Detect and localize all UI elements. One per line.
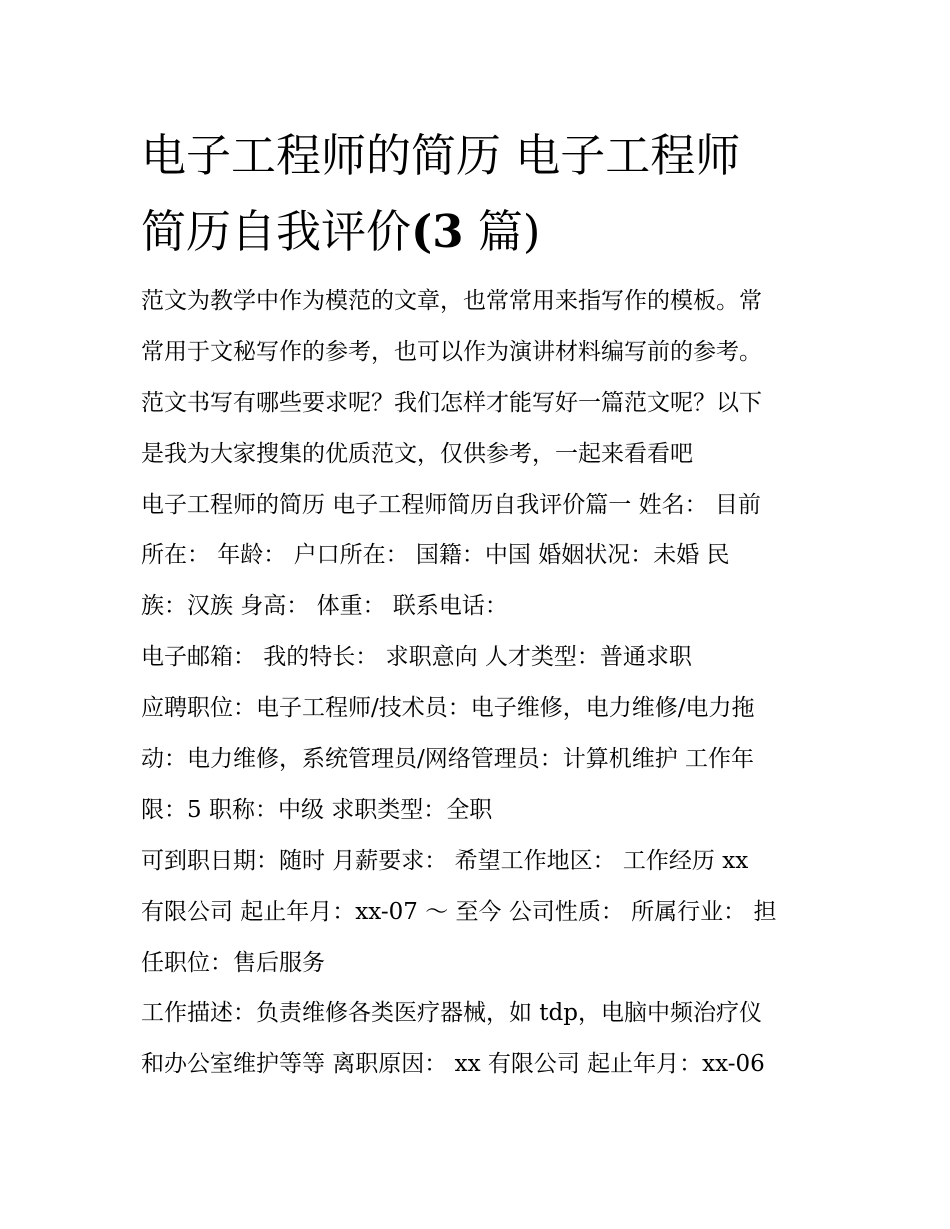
text-line: 可到职日期：随时 月薪要求： 希望工作地区： 工作经历 xx: [141, 847, 749, 874]
text-line: 应聘职位：电子工程师/技术员：电子维修，电力维修/电力拖: [141, 695, 755, 722]
text-line: 范文书写有哪些要求呢？我们怎样才能写好一篇范文呢？以下: [141, 389, 762, 416]
text-line: 族：汉族 身高： 体重： 联系电话：: [141, 593, 508, 620]
text-line: 是我为大家搜集的优质范文，仅供参考，一起来看看吧: [141, 440, 693, 467]
text-line: 工作描述：负责维修各类医疗器械，如 tdp，电脑中频治疗仪: [141, 1000, 762, 1027]
text-line: 动：电力维修，系统管理员/网络管理员：计算机维护 工作年: [141, 746, 755, 773]
text-line: 所在： 年龄： 户口所在： 国籍：中国 婚姻状况：未婚 民: [141, 542, 730, 569]
title-text: 简历自我评价: [141, 205, 412, 258]
text-line: 和办公室维护等等 离职原因： xx 有限公司 起止年月：xx-06: [141, 1051, 765, 1078]
title-count: (3: [411, 205, 464, 258]
text-line: 电子工程师的简历 电子工程师简历自我评价篇一 姓名： 目前: [141, 491, 761, 518]
text-line: 有限公司 起止年月：xx-07 ～ 至今 公司性质： 所属行业： 担: [141, 898, 777, 925]
title-line: 电子工程师的简历 电子工程师: [141, 129, 741, 182]
text-line: 电子邮箱： 我的特长： 求职意向 人才类型：普通求职: [141, 644, 692, 671]
title-text: 篇): [463, 205, 541, 258]
text-line: 任职位：售后服务: [141, 949, 325, 976]
text-line: 常用于文秘写作的参考，也可以作为演讲材料编写前的参考。: [141, 338, 762, 365]
text-line: 限：5 职称：中级 求职类型：全职: [141, 796, 493, 823]
document-title: [141, 118, 831, 270]
document-body: [141, 276, 831, 1090]
text-line: 范文为教学中作为模范的文章，也常常用来指写作的模板。常: [141, 288, 762, 314]
title-line: [141, 194, 831, 270]
